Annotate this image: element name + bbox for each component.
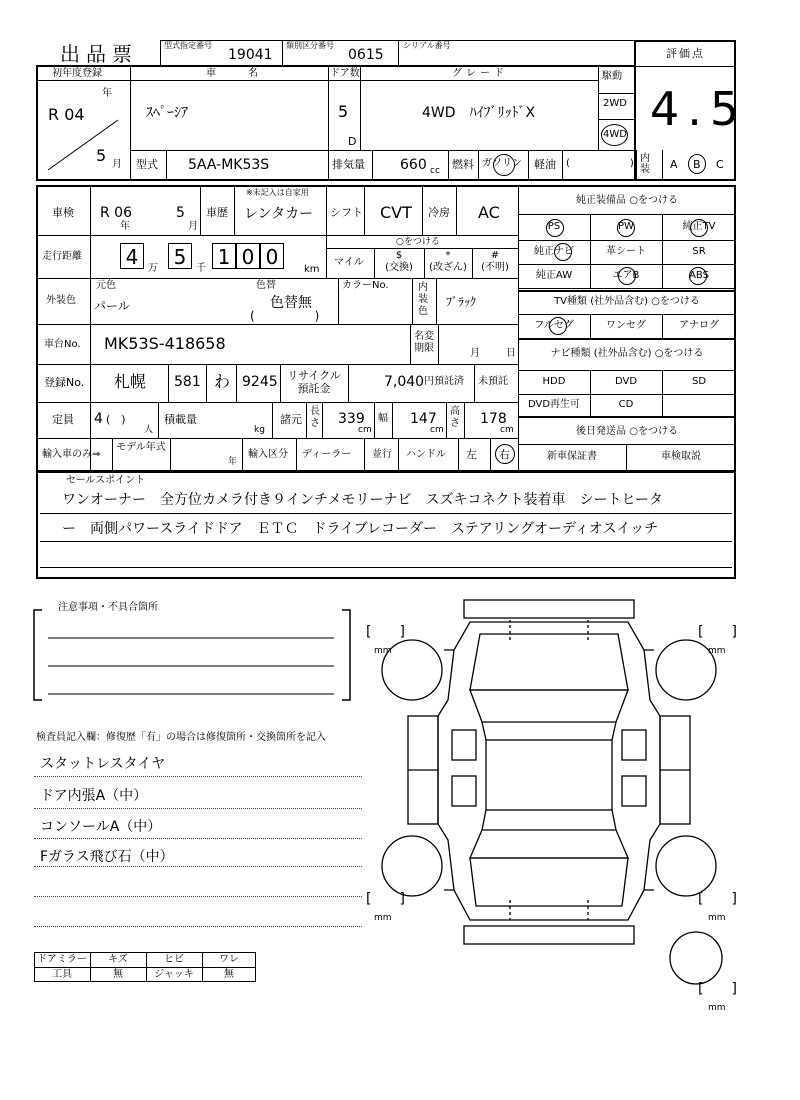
chassis-label: 車台No.	[44, 339, 81, 350]
acc-v3: 無	[224, 969, 234, 980]
grade-value: 4WD ﾊｲﾌﾞﾘｯﾄﾞX	[422, 105, 536, 121]
score-label: 評価点	[666, 47, 705, 60]
int-color: ﾌﾞﾗｯｸ	[446, 295, 477, 309]
recycle-unpaid: 未預託	[478, 376, 508, 387]
mileage-tamper: (改ざん)	[429, 262, 467, 273]
equip-title: 純正装備品 ○をつける	[576, 195, 678, 206]
first-reg-month: 5	[96, 146, 107, 165]
length-label: 長さ	[310, 406, 320, 429]
mileage-exch-sym: $	[395, 250, 403, 261]
class-code-label: 類別区分番号	[286, 41, 334, 50]
acc-v0: 工具	[52, 969, 72, 980]
width-cm: cm	[430, 425, 444, 435]
tire-fr-mm: mm	[708, 646, 726, 656]
fuel-gasoline: ガソリン	[482, 158, 522, 169]
handle-right: 右	[499, 448, 510, 461]
shaken-month-unit: 月	[188, 221, 198, 232]
later-warranty: 新車保証書	[547, 451, 597, 462]
equip-pw-circle	[617, 219, 635, 237]
repaint-value: 色替無	[270, 295, 312, 311]
model-code: 19041	[228, 47, 273, 63]
fuel-gasoline-circle	[493, 154, 515, 176]
ac-value: AC	[478, 203, 500, 222]
equip-pw: PW	[618, 221, 634, 232]
recycle-label: リサイクル預託金	[287, 369, 341, 395]
drive-2wd: 2WD	[603, 98, 627, 109]
drive-4wd: 4WD	[603, 129, 627, 140]
note-line-4: Fガラス飛び石（中）	[40, 849, 174, 865]
ext-color-label: 外装色	[46, 295, 76, 306]
interior-label: 内装	[640, 153, 650, 175]
shift-value: CVT	[380, 203, 412, 222]
equip-aw: 純正AW	[535, 270, 573, 281]
fuel-other: ( )	[566, 158, 634, 169]
history-value: レンタカー	[244, 206, 314, 222]
load-label: 積載量	[164, 413, 197, 426]
import-label: 輸入車のみ⇒	[42, 449, 101, 460]
handle-left: 左	[466, 448, 477, 461]
length-cm: cm	[358, 425, 372, 435]
mileage-mile: マイル	[334, 257, 364, 268]
tv-analog: アナログ	[679, 320, 719, 331]
tire-rr-mm: mm	[708, 913, 726, 923]
acc-v2: ジャッキ	[154, 969, 194, 980]
mileage-unknown: (不明)	[481, 262, 509, 273]
reg-plate: 9245	[242, 374, 278, 390]
history-label: 車歴	[206, 206, 228, 219]
navi-hdd: HDD	[542, 376, 566, 387]
history-note: ※未記入は自家用	[246, 188, 309, 197]
tv-title: TV種類 (社外品含む) ○をつける	[554, 296, 700, 307]
notes-bracket-box	[30, 600, 360, 710]
tire-fr-bracket: [ ]	[698, 624, 737, 640]
type-value: 5AA-MK53S	[188, 157, 270, 173]
navi-title: ナビ種類 (社外品含む) ○をつける	[550, 348, 704, 359]
tire-rl-mm: mm	[374, 913, 392, 923]
orig-color-label: 元色	[96, 280, 116, 291]
navi-cd: CD	[618, 399, 634, 410]
score-value: 4.5	[650, 82, 748, 136]
spec-label: 諸元	[280, 413, 302, 426]
width-label: 幅	[378, 413, 388, 424]
height-cm: cm	[500, 425, 514, 435]
tire-fl-bracket: [ ]	[366, 624, 405, 640]
serial-label: シリアル番号	[403, 41, 451, 50]
interior-a: A	[670, 158, 678, 171]
model-code-label: 型式指定番号	[164, 41, 212, 50]
navi-dvd-play: DVD再生可	[527, 399, 581, 410]
drive-4wd-circle	[601, 124, 628, 146]
mileage-exch: (交換)	[385, 262, 413, 273]
shaken-label: 車検	[52, 206, 74, 219]
interior-c: C	[716, 158, 724, 171]
tire-spare-mm: mm	[708, 1003, 726, 1013]
disp-unit: cc	[430, 166, 440, 176]
mileage-digit-1: 4	[120, 243, 144, 269]
handle-label: ハンドル	[406, 449, 446, 460]
doors-suffix: D	[348, 135, 357, 148]
equip-sr: SR	[692, 246, 706, 257]
mileage-mark-note: ○をつける	[396, 237, 440, 247]
form-title: 出品票	[60, 42, 138, 66]
doors-value: 5	[338, 102, 349, 121]
length-value: 339	[338, 411, 365, 427]
type-label: 型式	[136, 158, 158, 171]
mileage-unit-sen: 千	[196, 263, 206, 274]
notes-label: 注意事項・不具合箇所	[58, 602, 158, 613]
mileage-digit-3: 1	[212, 243, 236, 269]
navi-sd: SD	[691, 376, 707, 387]
note-line-2: ドア内張A（中）	[40, 788, 148, 804]
meigen-day: 日	[506, 348, 516, 359]
interior-b: B	[693, 158, 701, 171]
equip-tv: 純正TV	[682, 221, 716, 232]
car-damage-diagram	[360, 590, 760, 1030]
equip-navi-circle	[554, 243, 572, 261]
equip-tv-circle	[690, 219, 708, 237]
shift-label: シフト	[330, 206, 363, 219]
note-line-1: スタットレスタイヤ	[40, 756, 166, 772]
doors-label: ドア数	[330, 68, 360, 79]
import-class-label: 輸入区分	[248, 449, 288, 460]
height-value: 178	[480, 411, 507, 427]
equip-leather: 革シート	[606, 246, 646, 257]
mileage-km: km	[304, 264, 320, 275]
shaken-year: R 06	[100, 205, 132, 221]
mileage-digit-5: 0	[260, 243, 284, 269]
tire-fl-mm: mm	[374, 646, 392, 656]
interior-b-circle	[688, 154, 706, 174]
sales-label: セールスポイント	[66, 475, 146, 486]
class-code: 0615	[348, 47, 384, 63]
inspector-label: 検査員記入欄：修復歴「有」の場合は修復箇所・交換箇所を記入	[36, 732, 326, 743]
orig-color: パール	[94, 299, 130, 313]
capacity-label: 定員	[52, 413, 74, 426]
first-reg-year: R 04	[48, 105, 85, 124]
reg-label: 登録No.	[44, 376, 85, 389]
sales-line-2: ー 両側パワースライドドア ＥＴＣ ドライブレコーダー ステアリングオーディオスイッチ	[62, 521, 659, 537]
drive-label: 駆動	[602, 71, 622, 82]
disp-label: 排気量	[332, 158, 365, 171]
fuel-diesel: 軽油	[534, 158, 556, 171]
tire-spare-bracket: [ ]	[698, 981, 737, 997]
reg-num: 581	[174, 374, 201, 390]
mileage-unknown-sym: #	[490, 250, 500, 261]
equip-ps-circle	[546, 219, 564, 237]
recycle-unit: 円預託済	[424, 376, 464, 387]
model-year-label: モデル年式	[116, 442, 166, 453]
shaken-month: 5	[176, 205, 185, 221]
acc-h1: キズ	[108, 954, 128, 965]
acc-v1: 無	[113, 969, 123, 980]
color-no-label: カラーNo.	[342, 280, 389, 291]
chassis-value: MK53S-418658	[104, 334, 226, 353]
capacity-unit: 人	[144, 425, 154, 435]
tv-fullseg: フルセグ	[534, 320, 574, 331]
month-unit: 月	[112, 159, 122, 170]
equip-navi: 純正ナビ	[534, 246, 574, 257]
repaint-label: 色替	[256, 280, 276, 291]
disp-value: 660	[400, 157, 427, 173]
navi-dvd: DVD	[614, 376, 638, 387]
handle-right-circle	[495, 444, 515, 464]
equip-abs: ABS	[689, 270, 709, 281]
load-kg: kg	[254, 425, 265, 435]
grade-label: グレード	[452, 68, 508, 79]
later-manual: 車検取説	[661, 451, 701, 462]
capacity-paren: ( )	[106, 413, 126, 426]
equip-ps: PS	[547, 221, 561, 232]
mileage-digit-2: 5	[168, 243, 192, 269]
reg-area: 札幌	[114, 372, 147, 391]
tire-rl-bracket: [ ]	[366, 891, 405, 907]
int-color-label: 内装色	[418, 282, 428, 317]
first-reg-label: 初年度登録	[52, 68, 102, 79]
equip-airbag: エアB	[612, 270, 640, 281]
later-title: 後日発送品 ○をつける	[576, 426, 678, 437]
mileage-label: 走行距離	[42, 251, 82, 262]
parallel: 並行	[372, 449, 392, 460]
equip-abs-circle	[689, 267, 707, 285]
acc-h2: ヒビ	[164, 954, 184, 965]
meigen-label: 名変期限	[414, 331, 434, 354]
year-unit: 年	[102, 88, 112, 99]
acc-h3: ワレ	[219, 954, 239, 965]
mileage-unit-man: 万	[148, 263, 158, 274]
width-value: 147	[410, 411, 437, 427]
dealer: ディーラー	[302, 449, 352, 460]
model-year-unit: 年	[228, 457, 238, 467]
mileage-tamper-sym: *	[445, 250, 451, 261]
tv-fullseg-circle	[549, 317, 567, 335]
fuel-label: 燃料	[452, 158, 474, 171]
sales-line-1: ワンオーナー 全方位カメラ付き９インチメモリーナビ スズキコネクト装着車 シートヒータ	[62, 492, 663, 508]
reg-kana: わ	[214, 372, 231, 391]
shaken-year-unit: 年	[120, 221, 130, 232]
repaint-paren: ( )	[250, 309, 320, 323]
car-name: ｽﾍﾟｰｼｱ	[146, 105, 188, 121]
acc-h0: ドアミラー	[37, 954, 87, 965]
meigen-month: 月	[470, 348, 480, 359]
tire-rr-bracket: [ ]	[698, 891, 737, 907]
height-label: 高さ	[450, 406, 460, 429]
tv-oneseg: ワンセグ	[606, 320, 646, 331]
equip-airbag-circle	[618, 267, 636, 285]
ac-label: 冷房	[428, 206, 450, 219]
recycle-value: 7,040	[384, 374, 425, 390]
note-line-3: コンソールA（中）	[40, 819, 162, 835]
capacity-value: 4	[94, 411, 103, 427]
car-name-label: 車 名	[206, 68, 262, 79]
mileage-digit-4: 0	[236, 243, 260, 269]
